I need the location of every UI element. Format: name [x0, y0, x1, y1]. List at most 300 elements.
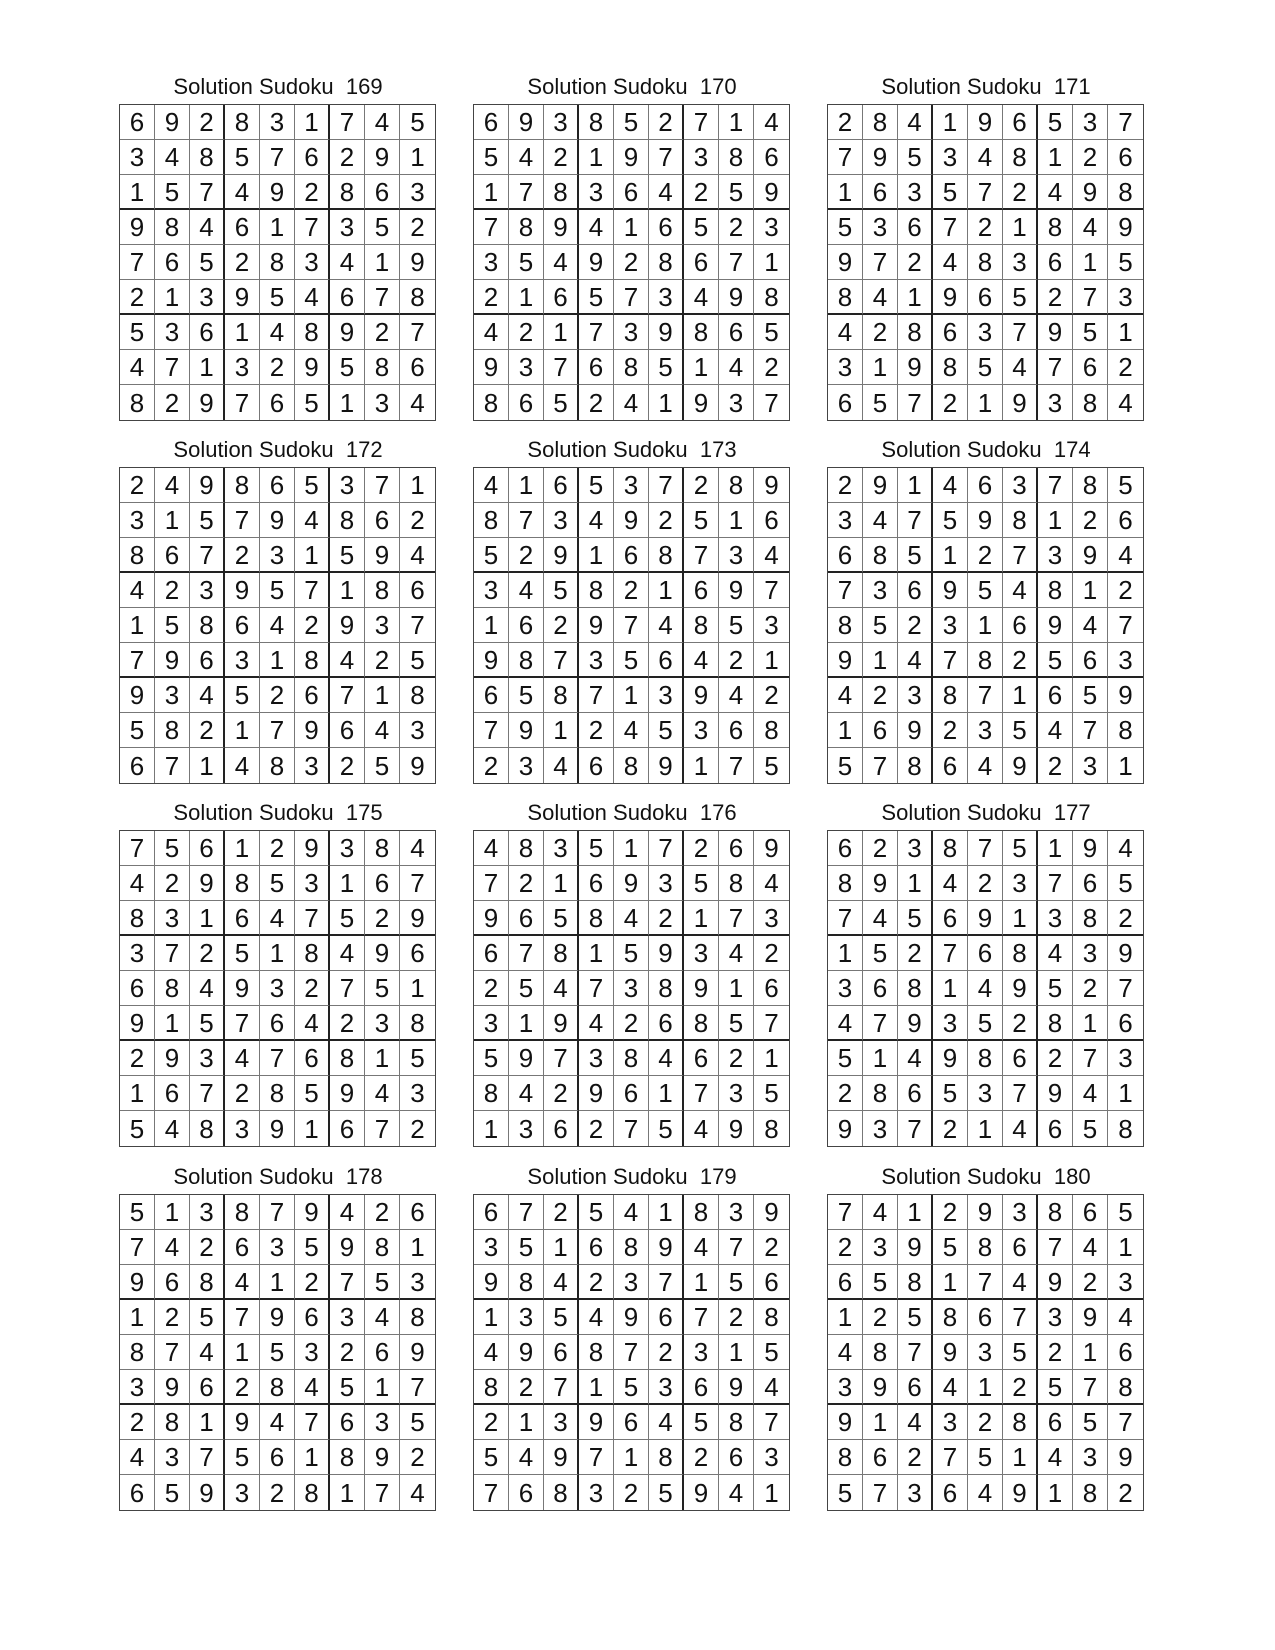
grid-cell: 7	[1003, 1076, 1038, 1111]
grid-cell: 8	[190, 1111, 225, 1146]
sudoku-grid	[473, 830, 790, 1147]
grid-cell: 3	[614, 468, 649, 503]
grid-cell: 6	[684, 1370, 719, 1405]
grid-cell: 4	[863, 901, 898, 936]
grid-cell: 5	[260, 573, 295, 608]
grid-cell: 1	[968, 385, 1003, 420]
grid-cell: 4	[828, 678, 863, 713]
sudoku-grid	[827, 104, 1144, 421]
grid-cell: 5	[863, 936, 898, 971]
grid-cell: 9	[400, 901, 435, 936]
grid-cell: 1	[295, 1440, 330, 1475]
grid-cell: 3	[719, 1076, 754, 1111]
grid-cell: 3	[684, 1335, 719, 1370]
grid-cell: 2	[828, 105, 863, 140]
grid-cell: 9	[968, 901, 1003, 936]
grid-cell: 7	[684, 1076, 719, 1111]
grid-cell: 7	[474, 866, 509, 901]
grid-cell: 2	[1073, 503, 1108, 538]
grid-cell: 4	[1003, 1265, 1038, 1300]
grid-cell: 7	[225, 503, 260, 538]
grid-cell: 2	[225, 245, 260, 280]
grid-cell: 5	[295, 385, 330, 420]
grid-cell: 5	[190, 503, 225, 538]
grid-cell: 8	[190, 1265, 225, 1300]
grid-cell: 8	[260, 1076, 295, 1111]
grid-cell: 5	[898, 140, 933, 175]
grid-cell: 5	[260, 1335, 295, 1370]
grid-cell: 3	[330, 210, 365, 245]
grid-cell: 2	[614, 573, 649, 608]
grid-cell: 5	[898, 538, 933, 573]
grid-cell: 2	[1038, 748, 1073, 783]
grid-cell: 4	[933, 245, 968, 280]
grid-cell: 5	[1038, 643, 1073, 678]
grid-cell: 1	[579, 140, 614, 175]
grid-cell: 6	[579, 1230, 614, 1265]
grid-cell: 7	[649, 1265, 684, 1300]
grid-cell: 5	[898, 901, 933, 936]
grid-cell: 4	[509, 1076, 544, 1111]
grid-cell: 6	[933, 901, 968, 936]
grid-cell: 8	[828, 1440, 863, 1475]
grid-cell: 7	[1003, 538, 1038, 573]
grid-cell: 9	[649, 1230, 684, 1265]
grid-cell: 2	[898, 936, 933, 971]
grid-cell: 7	[898, 385, 933, 420]
grid-cell: 4	[225, 1265, 260, 1300]
grid-cell: 1	[649, 1195, 684, 1230]
grid-cell: 5	[754, 1076, 789, 1111]
grid-cell: 2	[1003, 1370, 1038, 1405]
grid-cell: 7	[968, 678, 1003, 713]
grid-cell: 6	[295, 140, 330, 175]
grid-cell: 9	[684, 385, 719, 420]
grid-cell: 6	[863, 175, 898, 210]
grid-cell: 3	[684, 713, 719, 748]
grid-cell: 8	[754, 280, 789, 315]
grid-cell: 8	[295, 643, 330, 678]
grid-cell: 7	[614, 280, 649, 315]
grid-cell: 1	[684, 350, 719, 385]
grid-cell: 8	[684, 1006, 719, 1041]
grid-cell: 4	[968, 140, 1003, 175]
grid-cell: 4	[260, 608, 295, 643]
grid-cell: 3	[474, 1006, 509, 1041]
grid-cell: 8	[579, 1335, 614, 1370]
grid-cell: 5	[863, 385, 898, 420]
grid-cell: 7	[400, 1370, 435, 1405]
grid-cell: 8	[863, 1335, 898, 1370]
grid-cell: 1	[863, 1405, 898, 1440]
grid-cell: 6	[295, 1041, 330, 1076]
grid-cell: 6	[898, 210, 933, 245]
grid-cell: 2	[863, 315, 898, 350]
grid-cell: 5	[968, 350, 1003, 385]
grid-cell: 7	[579, 971, 614, 1006]
grid-cell: 4	[1003, 350, 1038, 385]
grid-cell: 2	[295, 175, 330, 210]
grid-cell: 5	[719, 175, 754, 210]
grid-cell: 8	[863, 1076, 898, 1111]
grid-cell: 5	[365, 210, 400, 245]
grid-cell: 8	[330, 503, 365, 538]
grid-cell: 8	[155, 210, 190, 245]
grid-cell: 1	[190, 1405, 225, 1440]
grid-cell: 8	[933, 1300, 968, 1335]
grid-cell: 9	[933, 1335, 968, 1370]
grid-cell: 5	[828, 210, 863, 245]
grid-cell: 1	[968, 1111, 1003, 1146]
grid-cell: 1	[579, 538, 614, 573]
grid-cell: 7	[898, 1111, 933, 1146]
grid-cell: 4	[754, 1370, 789, 1405]
puzzle-title: Solution Sudoku 176	[527, 800, 737, 825]
grid-cell: 4	[933, 866, 968, 901]
grid-cell: 9	[400, 245, 435, 280]
grid-cell: 4	[968, 1475, 1003, 1510]
grid-cell: 1	[933, 538, 968, 573]
grid-cell: 2	[474, 280, 509, 315]
grid-cell: 9	[120, 210, 155, 245]
grid-cell: 9	[330, 1230, 365, 1265]
grid-cell: 2	[155, 1300, 190, 1335]
grid-cell: 6	[1108, 503, 1143, 538]
grid-cell: 5	[1108, 1195, 1143, 1230]
grid-cell: 3	[190, 573, 225, 608]
grid-cell: 4	[295, 1370, 330, 1405]
grid-cell: 2	[1038, 1041, 1073, 1076]
grid-cell: 6	[400, 573, 435, 608]
grid-cell: 6	[544, 280, 579, 315]
grid-cell: 7	[155, 350, 190, 385]
grid-cell: 4	[863, 280, 898, 315]
grid-cell: 8	[225, 1195, 260, 1230]
grid-cell: 8	[330, 1440, 365, 1475]
grid-cell: 4	[684, 280, 719, 315]
grid-cell: 5	[120, 315, 155, 350]
grid-cell: 5	[1003, 713, 1038, 748]
grid-cell: 4	[968, 971, 1003, 1006]
grid-cell: 7	[1108, 1405, 1143, 1440]
grid-cell: 9	[1073, 1300, 1108, 1335]
grid-cell: 9	[579, 608, 614, 643]
grid-cell: 3	[474, 573, 509, 608]
grid-cell: 5	[933, 503, 968, 538]
grid-cell: 5	[120, 1195, 155, 1230]
grid-cell: 6	[190, 831, 225, 866]
grid-cell: 6	[649, 210, 684, 245]
grid-cell: 7	[1038, 866, 1073, 901]
grid-cell: 8	[1038, 573, 1073, 608]
grid-cell: 2	[828, 1076, 863, 1111]
grid-cell: 5	[509, 1230, 544, 1265]
grid-cell: 9	[1073, 175, 1108, 210]
grid-cell: 4	[1003, 573, 1038, 608]
puzzle-title: Solution Sudoku 180	[881, 1164, 1091, 1189]
grid-cell: 8	[579, 573, 614, 608]
grid-cell: 3	[614, 315, 649, 350]
grid-cell: 7	[295, 573, 330, 608]
grid-cell: 4	[155, 1230, 190, 1265]
grid-cell: 3	[120, 140, 155, 175]
sudoku-grid	[119, 104, 436, 421]
grid-cell: 7	[828, 140, 863, 175]
grid-cell: 8	[120, 385, 155, 420]
grid-cell: 2	[474, 748, 509, 783]
grid-cell: 2	[649, 901, 684, 936]
grid-cell: 5	[155, 831, 190, 866]
grid-cell: 7	[579, 678, 614, 713]
grid-cell: 2	[155, 866, 190, 901]
grid-cell: 2	[1038, 1335, 1073, 1370]
grid-cell: 6	[649, 643, 684, 678]
sudoku-grid	[827, 467, 1144, 784]
grid-cell: 9	[1038, 315, 1073, 350]
grid-cell: 4	[1108, 831, 1143, 866]
grid-cell: 2	[898, 245, 933, 280]
grid-cell: 6	[828, 538, 863, 573]
grid-cell: 3	[579, 643, 614, 678]
grid-cell: 6	[365, 1335, 400, 1370]
grid-cell: 2	[509, 1370, 544, 1405]
grid-cell: 8	[968, 1230, 1003, 1265]
grid-cell: 5	[764, 750, 779, 781]
grid-cell: 7	[330, 1265, 365, 1300]
grid-cell: 7	[614, 1111, 649, 1146]
grid-cell: 8	[719, 140, 754, 175]
grid-cell: 5	[544, 573, 579, 608]
sudoku-grid	[827, 1194, 1144, 1511]
grid-cell: 5	[684, 1405, 719, 1440]
grid-cell: 8	[898, 748, 933, 783]
grid-cell: 1	[1003, 1440, 1038, 1475]
grid-cell: 6	[225, 1230, 260, 1265]
grid-cell: 1	[509, 280, 544, 315]
grid-cell: 9	[190, 385, 225, 420]
grid-cell: 6	[968, 280, 1003, 315]
grid-cell: 6	[1038, 245, 1073, 280]
grid-cell: 9	[863, 468, 898, 503]
grid-cell: 3	[1003, 866, 1038, 901]
grid-cell: 2	[1108, 350, 1143, 385]
grid-cell: 3	[155, 901, 190, 936]
grid-cell: 3	[828, 971, 863, 1006]
grid-cell: 9	[1003, 385, 1038, 420]
grid-cell: 2	[1118, 1477, 1133, 1508]
grid-cell: 3	[295, 245, 330, 280]
grid-cell: 3	[155, 1440, 190, 1475]
sudoku-grid	[473, 467, 790, 784]
grid-cell: 7	[828, 901, 863, 936]
grid-cell: 9	[544, 538, 579, 573]
grid-cell: 4	[225, 175, 260, 210]
grid-cell: 1	[719, 1335, 754, 1370]
grid-cell: 1	[764, 1477, 779, 1508]
grid-cell: 9	[1108, 678, 1143, 713]
grid-cell: 8	[614, 748, 649, 783]
grid-cell: 7	[1073, 280, 1108, 315]
grid-cell: 5	[614, 1370, 649, 1405]
grid-cell: 2	[968, 866, 1003, 901]
sudoku-solution	[119, 436, 437, 784]
grid-cell: 6	[544, 1111, 579, 1146]
grid-cell: 2	[544, 608, 579, 643]
grid-cell: 9	[1073, 538, 1108, 573]
grid-cell: 7	[474, 713, 509, 748]
grid-cell: 9	[968, 503, 1003, 538]
grid-cell: 9	[365, 936, 400, 971]
grid-cell: 5	[828, 748, 863, 783]
grid-cell: 5	[120, 1111, 155, 1146]
grid-cell: 2	[330, 1335, 365, 1370]
grid-cell: 9	[863, 140, 898, 175]
grid-cell: 7	[1038, 468, 1073, 503]
grid-cell: 8	[509, 1265, 544, 1300]
grid-cell: 5	[190, 245, 225, 280]
grid-cell: 4	[649, 608, 684, 643]
grid-cell: 2	[330, 1006, 365, 1041]
grid-cell: 5	[1073, 678, 1108, 713]
grid-cell: 7	[474, 210, 509, 245]
grid-cell: 9	[155, 1041, 190, 1076]
grid-cell: 9	[509, 713, 544, 748]
grid-cell: 8	[544, 1475, 579, 1510]
grid-cell: 9	[968, 1195, 1003, 1230]
grid-cell: 4	[295, 1006, 330, 1041]
grid-cell: 9	[120, 1265, 155, 1300]
grid-cell: 5	[719, 608, 754, 643]
grid-cell: 3	[509, 350, 544, 385]
grid-cell: 1	[295, 1111, 330, 1146]
grid-cell: 8	[1003, 1405, 1038, 1440]
grid-cell: 8	[155, 971, 190, 1006]
grid-cell: 6	[614, 175, 649, 210]
grid-cell: 1	[190, 901, 225, 936]
grid-cell: 4	[400, 538, 435, 573]
grid-cell: 9	[754, 1195, 789, 1230]
grid-cell: 9	[579, 245, 614, 280]
grid-cell: 2	[649, 1335, 684, 1370]
grid-cell: 3	[933, 608, 968, 643]
grid-cell: 5	[863, 1265, 898, 1300]
grid-cell: 1	[260, 936, 295, 971]
grid-cell: 2	[190, 105, 225, 140]
grid-cell: 9	[1038, 608, 1073, 643]
grid-cell: 4	[365, 713, 400, 748]
grid-cell: 4	[579, 1300, 614, 1335]
grid-cell: 8	[719, 468, 754, 503]
grid-cell: 8	[400, 1300, 435, 1335]
grid-cell: 6	[544, 468, 579, 503]
grid-cell: 7	[295, 1405, 330, 1440]
grid-cell: 3	[754, 608, 789, 643]
grid-cell: 5	[544, 901, 579, 936]
grid-cell: 2	[225, 1076, 260, 1111]
grid-cell: 3	[544, 831, 579, 866]
grid-cell: 8	[474, 503, 509, 538]
grid-cell: 2	[330, 748, 365, 783]
grid-cell: 3	[614, 971, 649, 1006]
grid-cell: 1	[1003, 901, 1038, 936]
grid-cell: 3	[828, 503, 863, 538]
puzzle-title: Solution Sudoku 177	[881, 800, 1091, 825]
grid-cell: 5	[330, 538, 365, 573]
grid-cell: 2	[863, 831, 898, 866]
grid-cell: 1	[544, 1230, 579, 1265]
grid-cell: 1	[190, 350, 225, 385]
grid-cell: 3	[863, 210, 898, 245]
grid-cell: 2	[120, 1041, 155, 1076]
grid-cell: 7	[933, 643, 968, 678]
grid-cell: 5	[968, 1006, 1003, 1041]
grid-cell: 1	[120, 175, 155, 210]
grid-cell: 2	[614, 1475, 649, 1510]
grid-cell: 1	[754, 1041, 789, 1076]
grid-cell: 7	[649, 831, 684, 866]
grid-cell: 7	[764, 387, 779, 418]
grid-cell: 4	[330, 1195, 365, 1230]
grid-cell: 4	[295, 503, 330, 538]
grid-cell: 2	[474, 971, 509, 1006]
grid-cell: 1	[828, 1300, 863, 1335]
grid-cell: 3	[330, 1300, 365, 1335]
grid-cell: 1	[155, 280, 190, 315]
grid-cell: 7	[828, 1195, 863, 1230]
grid-cell: 2	[295, 1265, 330, 1300]
grid-cell: 3	[579, 175, 614, 210]
grid-cell: 8	[933, 678, 968, 713]
grid-cell: 2	[614, 245, 649, 280]
grid-cell: 7	[155, 936, 190, 971]
grid-cell: 2	[828, 468, 863, 503]
grid-cell: 1	[474, 1300, 509, 1335]
grid-cell: 5	[1038, 105, 1073, 140]
grid-cell: 6	[933, 748, 968, 783]
grid-cell: 6	[155, 245, 190, 280]
grid-cell: 9	[1108, 1440, 1143, 1475]
grid-cell: 7	[295, 901, 330, 936]
grid-cell: 7	[400, 866, 435, 901]
grid-cell: 6	[400, 1195, 435, 1230]
grid-cell: 7	[120, 831, 155, 866]
grid-cell: 4	[1108, 538, 1143, 573]
grid-cell: 9	[719, 573, 754, 608]
puzzle-title: Solution Sudoku 169	[173, 74, 383, 99]
grid-cell: 6	[509, 608, 544, 643]
grid-cell: 9	[1108, 936, 1143, 971]
grid-cell: 2	[400, 210, 435, 245]
grid-cell: 1	[1108, 315, 1143, 350]
grid-cell: 9	[614, 1300, 649, 1335]
grid-cell: 5	[968, 1440, 1003, 1475]
grid-cell: 2	[120, 280, 155, 315]
grid-cell: 2	[295, 971, 330, 1006]
grid-cell: 4	[828, 1006, 863, 1041]
grid-cell: 1	[754, 245, 789, 280]
grid-cell: 7	[754, 1006, 789, 1041]
grid-cell: 8	[614, 350, 649, 385]
grid-cell: 6	[295, 678, 330, 713]
grid-cell: 9	[410, 750, 425, 781]
grid-cell: 6	[1038, 1111, 1073, 1146]
grid-cell: 6	[1003, 105, 1038, 140]
sudoku-grid	[473, 1194, 790, 1511]
grid-cell: 4	[754, 866, 789, 901]
grid-cell: 6	[155, 538, 190, 573]
grid-cell: 8	[1108, 1370, 1143, 1405]
grid-cell: 6	[649, 1300, 684, 1335]
